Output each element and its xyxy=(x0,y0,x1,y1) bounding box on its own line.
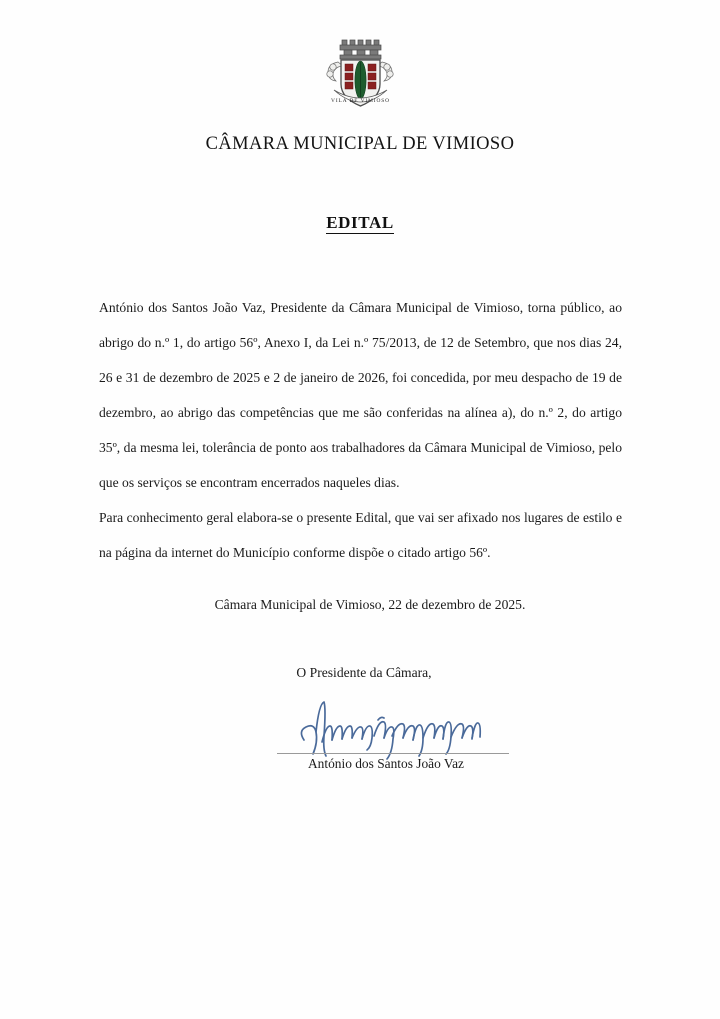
crest-container xyxy=(0,0,720,116)
body-paragraph-1: António dos Santos João Vaz, Presidente da Câmara Municipal de Vimioso, torna público, ao abrigo do n.º 1, do artigo 56º, Anexo I, da Lei n.º 75/2013, de 12 de Setembro, que nos dias 24, 26 e 31 de dezembro de 2025 e 2 de janeiro de 2026, foi concedida, por meu despacho de 19 de dezembro, ao abrigo das competências que me são conferidas na alínea a), do n.º 2, do artigo 35º, da mesma lei, tolerância de ponto aos trabalhadores da Câmara Municipal de Vimioso, pelo que os serviços se encontram encerrados naqueles dias. xyxy=(99,300,622,490)
svg-text:VILA DE VIMIOSO: VILA DE VIMIOSO xyxy=(331,98,390,104)
signature-block xyxy=(264,700,508,780)
document-heading xyxy=(0,213,720,233)
signer-role: O Presidente da Câmara, xyxy=(296,665,432,680)
coat-of-arms-icon xyxy=(314,32,406,116)
signer-name: António dos Santos João Vaz xyxy=(308,756,464,771)
body-paragraph-2: Para conhecimento geral elabora-se o presente Edital, que vai ser afixado nos lugares de estilo e na página da internet do Município conforme dispõe o citado artigo 56º. xyxy=(99,510,622,560)
place-and-date: Câmara Municipal de Vimioso, 22 de dezembro de 2025. xyxy=(214,597,526,612)
document-heading-text: EDITAL xyxy=(326,213,394,232)
entity-title: CÂMARA MUNICIPAL DE VIMIOSO xyxy=(205,134,515,154)
signature-rule xyxy=(277,753,509,754)
document-body xyxy=(99,290,622,570)
